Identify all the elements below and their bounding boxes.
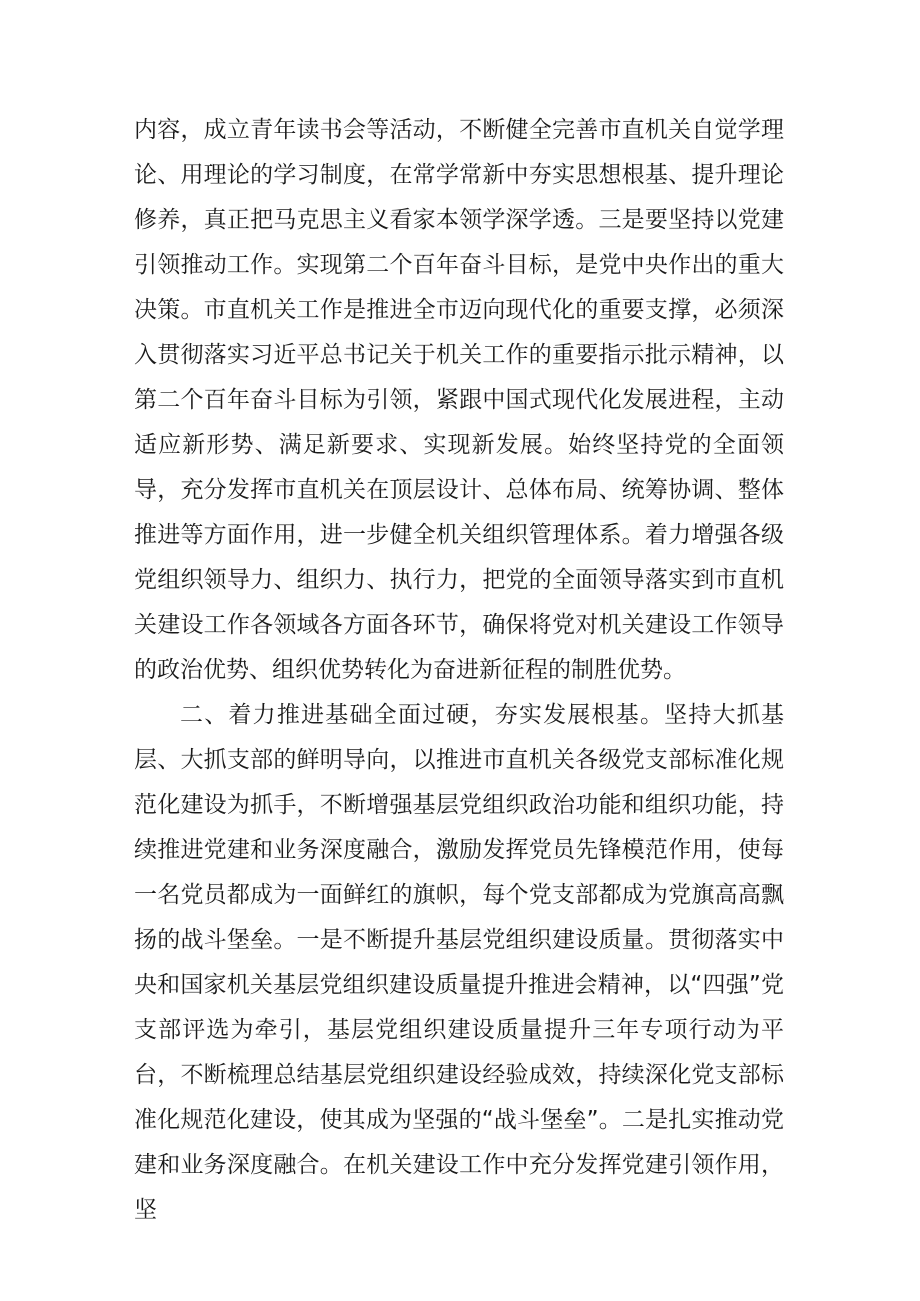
paragraph-2: 二、着力推进基础全面过硬，夯实发展根基。坚持大抓基层、大抓支部的鲜明导向，以推进市直机关各级党支部标准化规范化建设为抓手，不断增强基层党组织政治功能和组织功能，持续推进党建和业务深度融合，激励发挥党员先锋模范作用，使每一名党员都成为一面鲜红的旗帜，每个党支部都成为党旗高高飘扬的战斗堡垒。一是不断提升基层党组织建设质量。贯彻落实中央和国家机关基层党组织建设质量提升推进会精神，以“四强”党支部评选为牵引，基层党组织建设质量提升三年专项行动为平台，不断梳理总结基层党组织建设经验成效，持续深化党支部标准化规范化建设，使其成为坚强的“战斗堡垒”。二是扎实推动党建和业务深度融合。在机关建设工作中充分发挥党建引领作用，坚 [134, 702, 784, 1223]
document-body [134, 108, 784, 1233]
paragraph-1: 内容，成立青年读书会等活动，不断健全完善市直机关自觉学理论、用理论的学习制度，在常学常新中夯实思想根基、提升理论修养，真正把马克思主义看家本领学深学透。三是要坚持以党建引领推动工作。实现第二个百年奋斗目标，是党中央作出的重大决策。市直机关工作是推进全市迈向现代化的重要支撑，必须深入贯彻落实习近平总书记关于机关工作的重要指示批示精神，以第二个百年奋斗目标为引领，紧跟中国式现代化发展进程，主动适应新形势、满足新要求、实现新发展。始终坚持党的全面领导，充分发挥市直机关在顶层设计、总体布局、统筹协调、整体推进等方面作用，进一步健全机关组织管理体系。着力增强各级党组织领导力、组织力、执行力，把党的全面领导落实到市直机关建设工作各领域各方面各环节，确保将党对机关建设工作领导的政治优势、组织优势转化为奋进新征程的制胜优势。 [134, 117, 784, 683]
